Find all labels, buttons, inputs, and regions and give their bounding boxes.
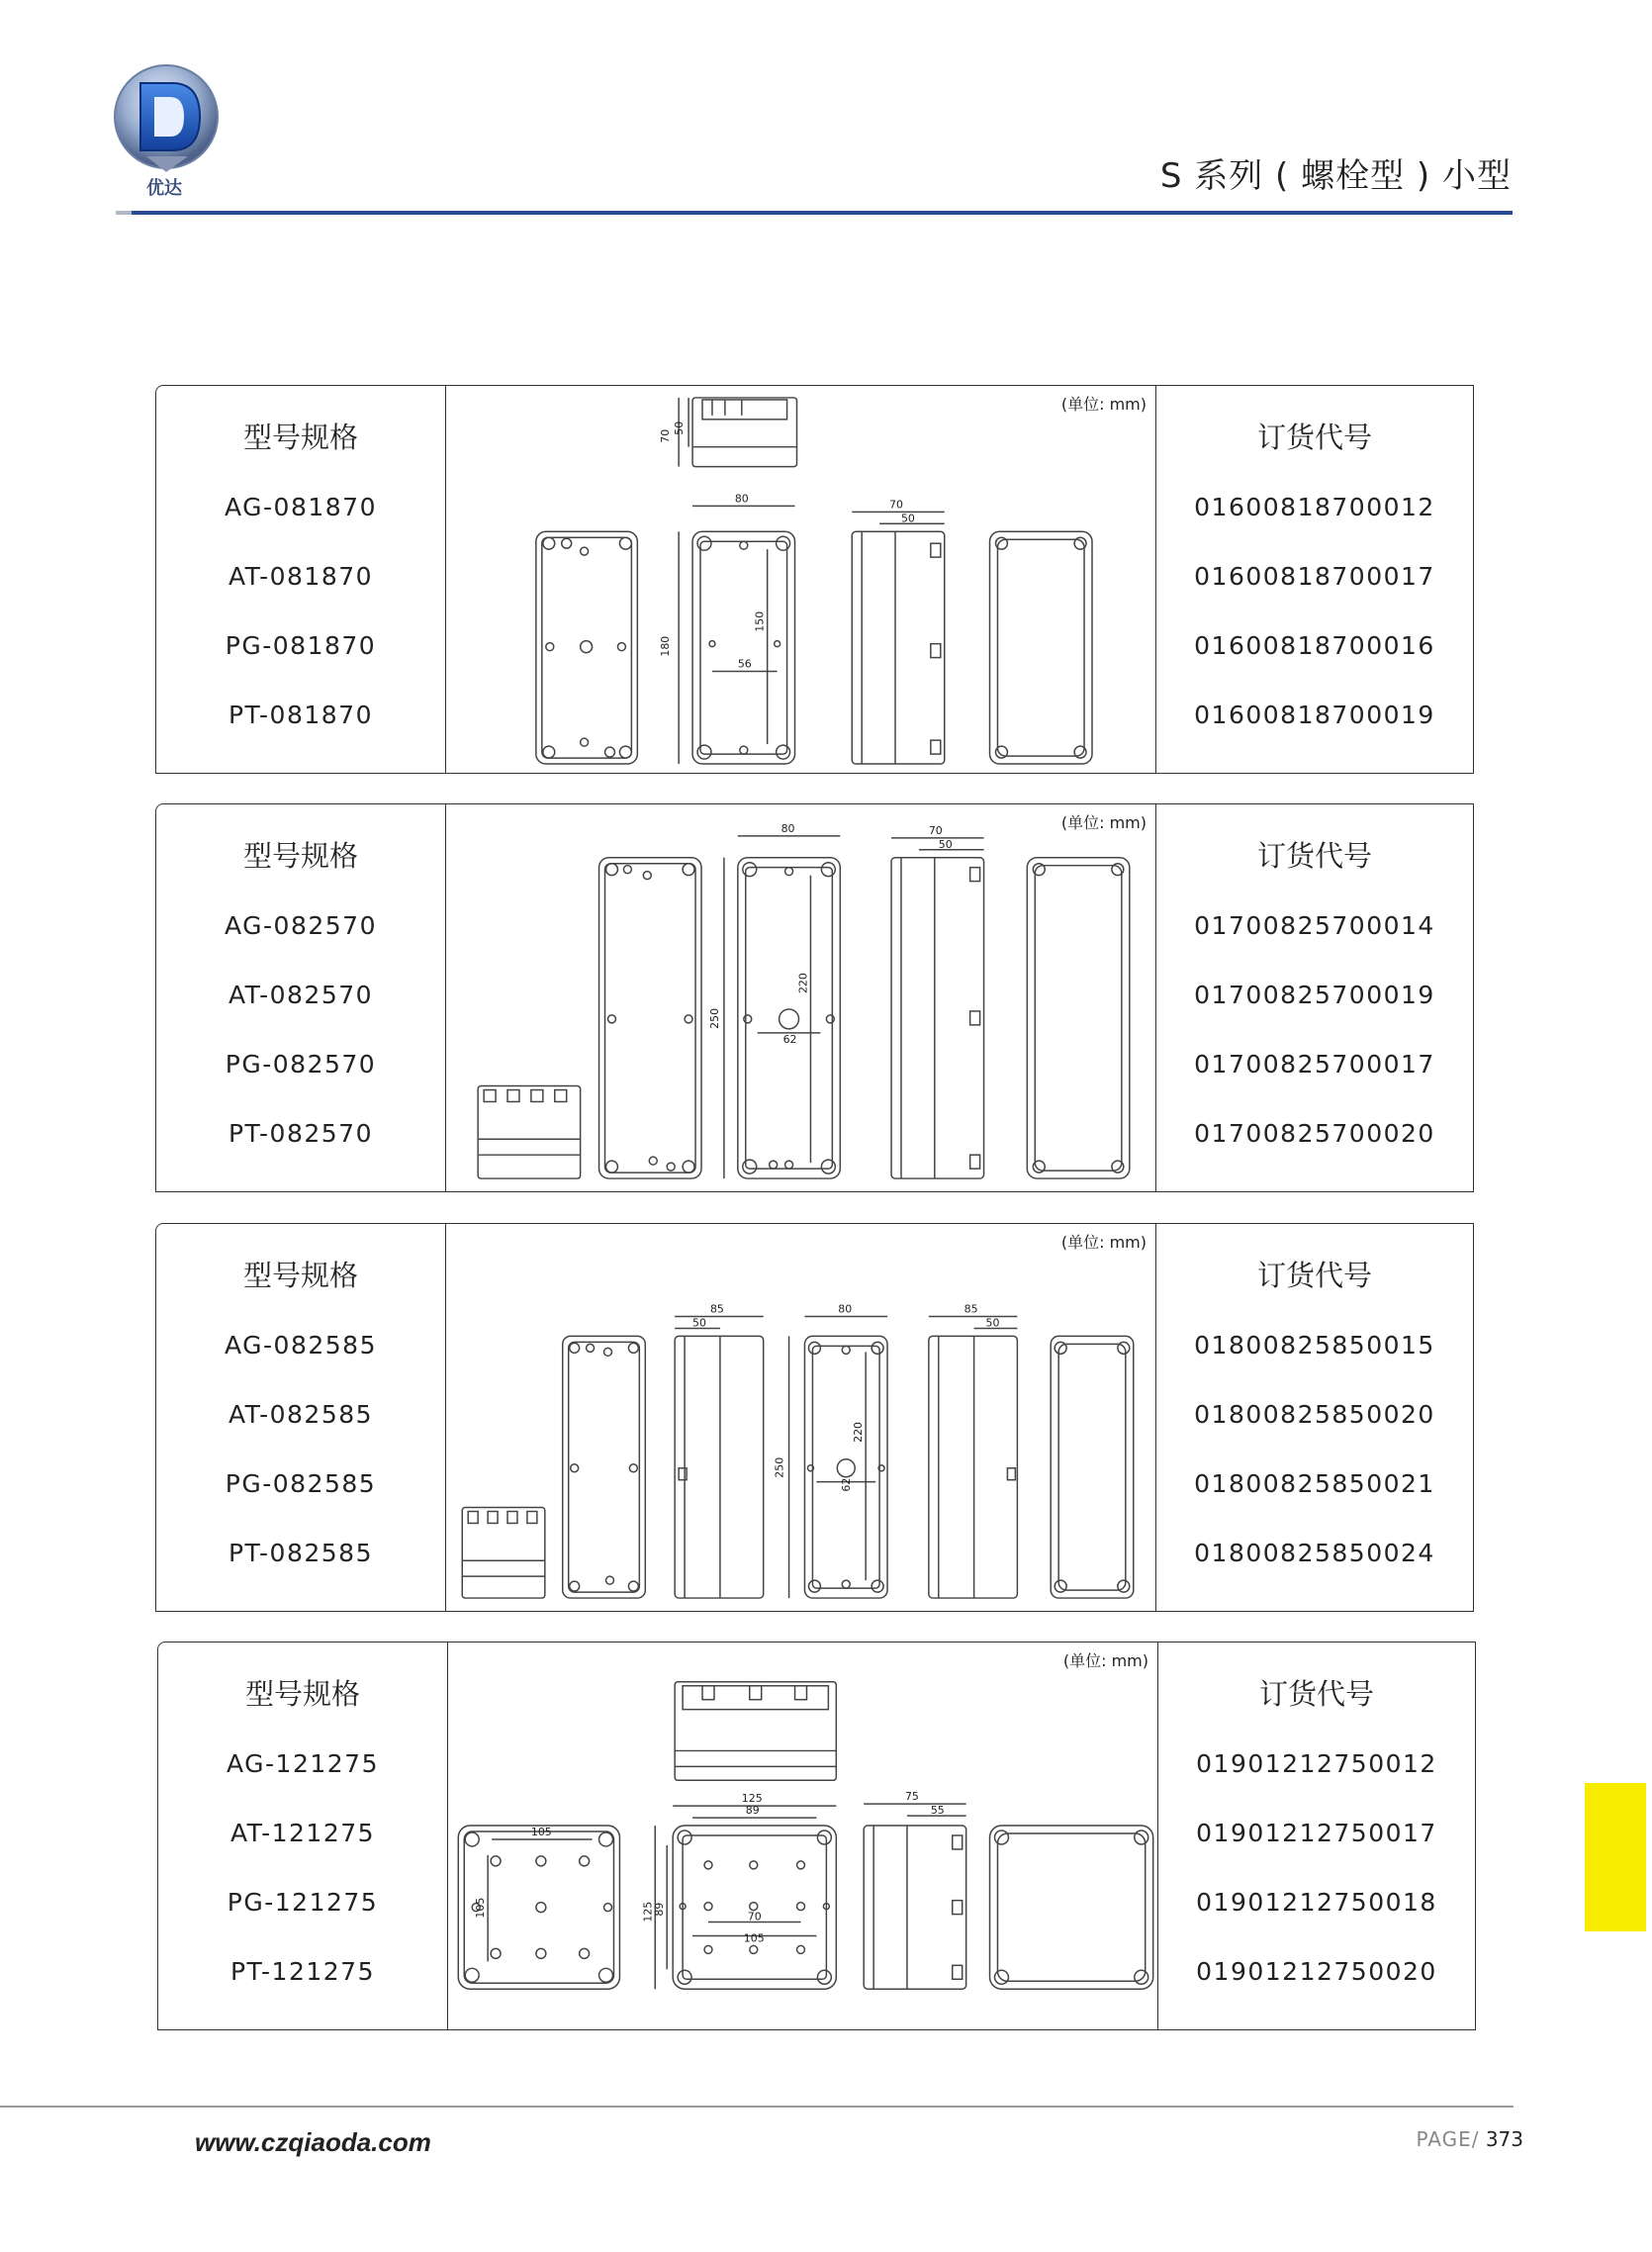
dim-label: 70 [659, 428, 673, 443]
drawing-column [447, 1642, 1158, 2029]
model-column [156, 804, 446, 1191]
website-url: www.czqiaoda.com [195, 2127, 431, 2157]
dim-label: 62 [782, 1032, 797, 1046]
dim-label: 55 [930, 1804, 945, 1818]
code-header: 订货代号 [1256, 421, 1372, 454]
model-column [158, 1642, 448, 2029]
section-tab-marker [1585, 1783, 1646, 1931]
model-cell: PG-121275 [227, 1888, 379, 1917]
code-header: 订货代号 [1256, 1259, 1372, 1292]
dim-label: 85 [709, 1302, 724, 1316]
dim-label: 70 [889, 498, 903, 512]
dim-label: 220 [852, 1421, 866, 1443]
model-cell: AT-081870 [228, 562, 374, 591]
product-panel-081870 [155, 385, 1474, 774]
dim-label: 250 [773, 1456, 786, 1478]
code-cell: 01800825850024 [1194, 1539, 1435, 1567]
dim-label: 50 [900, 512, 915, 525]
dim-label: 80 [734, 492, 749, 506]
dim-label: 220 [796, 973, 810, 994]
code-header: 订货代号 [1256, 839, 1372, 873]
technical-drawing [445, 804, 1156, 1191]
page-number [1416, 2127, 1523, 2151]
code-column [1157, 1642, 1475, 2029]
dim-label: 62 [840, 1477, 854, 1492]
dim-label: 50 [692, 1316, 706, 1330]
code-cell: 01800825850015 [1194, 1331, 1435, 1360]
code-cell: 01600818700017 [1194, 562, 1435, 591]
product-panel-082570 [155, 803, 1474, 1192]
header-rule [116, 211, 1513, 215]
code-cell: 01700825700020 [1194, 1119, 1435, 1148]
code-column [1155, 1224, 1473, 1611]
dim-label: 105 [474, 1897, 488, 1919]
model-cell: AG-082570 [225, 911, 377, 940]
code-column [1155, 804, 1473, 1191]
code-cell: 01901212750017 [1196, 1819, 1437, 1847]
dim-label: 85 [964, 1302, 978, 1316]
dim-label: 180 [659, 635, 673, 657]
model-header: 型号规格 [242, 421, 358, 454]
technical-drawing [447, 1642, 1158, 2029]
dim-label: 70 [747, 1910, 762, 1924]
code-cell: 01700825700014 [1194, 911, 1435, 940]
code-cell: 01600818700012 [1194, 493, 1435, 521]
model-cell: PT-082570 [228, 1119, 373, 1148]
dim-label: 89 [653, 1902, 667, 1917]
dim-label: 75 [904, 1790, 919, 1804]
drawing-column [445, 386, 1156, 773]
code-cell: 01901212750012 [1196, 1749, 1437, 1778]
code-cell: 01700825700019 [1194, 981, 1435, 1009]
model-cell: AG-121275 [227, 1749, 379, 1778]
page-label: PAGE/ [1416, 2127, 1480, 2151]
model-cell: AT-121275 [229, 1819, 376, 1847]
technical-drawing [445, 1224, 1156, 1611]
code-cell: 01800825850021 [1194, 1469, 1435, 1498]
code-column [1155, 386, 1473, 773]
dim-label: 70 [928, 823, 943, 837]
dim-label: 50 [673, 421, 687, 435]
model-header: 型号规格 [242, 1259, 358, 1292]
code-cell: 01800825850020 [1194, 1400, 1435, 1429]
technical-drawing [445, 386, 1156, 773]
dim-label: 105 [530, 1826, 552, 1839]
model-cell: PT-082585 [228, 1539, 373, 1567]
dim-label: 50 [985, 1316, 1000, 1330]
model-cell: PG-081870 [225, 631, 377, 660]
model-cell: PT-121275 [229, 1957, 375, 1986]
model-header: 型号规格 [242, 839, 358, 873]
model-cell: AG-081870 [225, 493, 377, 521]
dim-label: 125 [641, 1901, 655, 1923]
logo-text: 优达 [146, 178, 182, 199]
code-cell: 01901212750020 [1196, 1957, 1437, 1986]
code-cell: 01901212750018 [1196, 1888, 1437, 1917]
dim-label: 56 [737, 657, 752, 671]
unit-label: (单位: mm) [1060, 813, 1147, 832]
page-title: S 系列 ( 螺栓型 ) 小型 [1159, 156, 1512, 196]
dim-label: 150 [753, 610, 767, 632]
model-cell: PT-081870 [228, 701, 373, 729]
code-cell: 01600818700019 [1194, 701, 1435, 729]
header-rule-accent [116, 211, 132, 215]
footer-rule [0, 2106, 1514, 2108]
dim-label: 105 [743, 1931, 765, 1945]
unit-label: (单位: mm) [1062, 1651, 1148, 1670]
product-panel-082585 [155, 1223, 1474, 1612]
drawing-column [445, 1224, 1156, 1611]
code-cell: 01700825700017 [1194, 1050, 1435, 1079]
dim-label: 80 [838, 1302, 853, 1316]
dim-label: 250 [707, 1007, 721, 1029]
model-header: 型号规格 [244, 1677, 360, 1711]
code-cell: 01600818700016 [1194, 631, 1435, 660]
drawing-column [445, 804, 1156, 1191]
code-header: 订货代号 [1258, 1677, 1374, 1711]
model-cell: PG-082585 [225, 1469, 377, 1498]
model-column [156, 386, 446, 773]
model-cell: AG-082585 [225, 1331, 377, 1360]
dim-label: 89 [745, 1804, 760, 1818]
model-column [156, 1224, 446, 1611]
page-number-value: 373 [1485, 2127, 1523, 2151]
unit-label: (单位: mm) [1060, 1233, 1147, 1252]
model-cell: AT-082570 [228, 981, 374, 1009]
company-logo [111, 61, 222, 200]
model-cell: PG-082570 [225, 1050, 377, 1079]
dim-label: 125 [741, 1792, 763, 1806]
dim-label: 50 [938, 837, 953, 851]
unit-label: (单位: mm) [1060, 395, 1147, 414]
product-panel-121275 [157, 1642, 1476, 2030]
dim-label: 80 [780, 821, 795, 835]
model-cell: AT-082585 [228, 1400, 374, 1429]
